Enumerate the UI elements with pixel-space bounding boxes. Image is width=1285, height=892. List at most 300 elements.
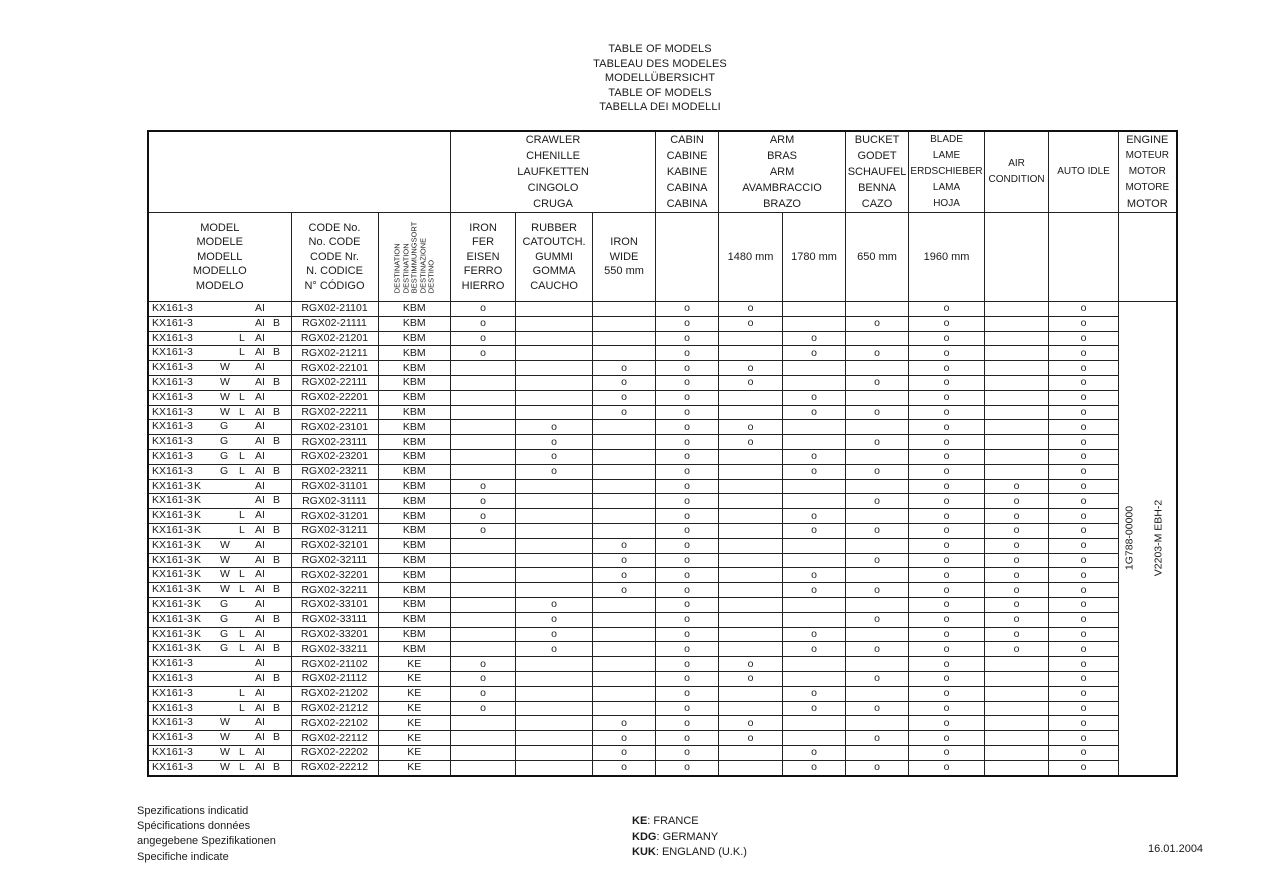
- model-part-l: L: [239, 523, 245, 536]
- option-mark-icon: o: [811, 465, 817, 478]
- option-mark-icon: o: [621, 553, 627, 566]
- arm-1480-mark-cell: [719, 479, 783, 494]
- model-cell: [148, 716, 291, 731]
- air-condition-mark-cell: [985, 435, 1049, 450]
- arm-1480-mark-cell: [719, 597, 783, 612]
- arm-1480-mark-cell: [719, 731, 783, 746]
- bucket-650-mark-cell: [846, 716, 909, 731]
- bucket-650-mark-cell: [846, 302, 909, 317]
- option-mark-icon: o: [480, 331, 486, 344]
- air-condition-mark-cell: [985, 494, 1049, 509]
- iron-en: IRON: [469, 221, 497, 234]
- auto-idle-mark-cell: [1049, 420, 1119, 435]
- option-mark-icon: o: [480, 302, 486, 315]
- bucket-650-header: 650 mm: [846, 213, 909, 302]
- model-part-model: KX161-3: [152, 331, 193, 344]
- cabin-mark-cell: [656, 553, 719, 568]
- spec-note-fr: Spécifications données: [137, 820, 251, 833]
- rubber-mark-cell: [516, 420, 593, 435]
- code-cell: RGX02-22202: [291, 745, 378, 760]
- option-mark-icon: o: [684, 731, 690, 744]
- iron-wide-mark-cell: [593, 671, 656, 686]
- table-row: [148, 464, 1177, 479]
- model-cell: [148, 657, 291, 672]
- model-cell: [148, 361, 291, 376]
- cabin-mark-cell: [656, 375, 719, 390]
- engine-model: V2203-M EBH-2: [1152, 500, 1165, 577]
- option-mark-icon: o: [480, 317, 486, 330]
- model-part-ai: AI: [255, 657, 265, 670]
- option-mark-icon: o: [684, 716, 690, 729]
- model-part-ai: AI: [255, 494, 265, 507]
- crawler-it: CINGOLO: [527, 182, 579, 194]
- destination-cell: KBM: [378, 316, 451, 331]
- iron-mark-cell: [451, 568, 516, 583]
- iron-mark-cell: [451, 375, 516, 390]
- cabin-mark-cell: [656, 464, 719, 479]
- crawler-de: LAUFKETTEN: [517, 166, 589, 178]
- iron-mark-cell: [451, 494, 516, 509]
- cabin-mark-cell: [656, 302, 719, 317]
- code-cell: RGX02-32111: [291, 553, 378, 568]
- model-part-w: G: [220, 597, 229, 610]
- destination-header: [378, 213, 451, 302]
- iron-wide-mark-cell: [593, 597, 656, 612]
- destination-cell: KBM: [378, 523, 451, 538]
- destination-cell: KBM: [378, 642, 451, 657]
- option-mark-icon: o: [811, 642, 817, 655]
- blade-1960-mark-cell: [909, 494, 985, 509]
- rubber-header: [516, 213, 593, 302]
- option-mark-icon: o: [943, 657, 950, 670]
- iron-mark-cell: [451, 553, 516, 568]
- model-cell: [148, 612, 291, 627]
- option-mark-icon: o: [1080, 761, 1087, 774]
- model-part-ai: AI: [255, 420, 265, 433]
- air-condition-mark-cell: [985, 361, 1049, 376]
- model-part-model: KX161-3: [152, 346, 193, 359]
- destination-cell: KBM: [378, 627, 451, 642]
- arm-1480-mark-cell: [719, 612, 783, 627]
- model-part-ai: AI: [255, 553, 265, 566]
- model-part-model: KX161-3: [152, 435, 193, 448]
- model-part-model: KX161-3: [152, 538, 193, 551]
- code-cell: RGX02-31111: [291, 494, 378, 509]
- auto-idle-mark-cell: [1049, 701, 1119, 716]
- rubber-en: RUBBER: [531, 221, 577, 234]
- option-mark-icon: o: [1013, 583, 1020, 596]
- bucket-650-mark-cell: [846, 583, 909, 598]
- model-part-ai: AI: [255, 701, 265, 714]
- model-part-b: B: [273, 583, 281, 596]
- model-part-ai: AI: [255, 760, 265, 773]
- option-mark-icon: o: [621, 761, 627, 774]
- option-mark-icon: o: [747, 435, 754, 448]
- cabin-fr: CABINE: [666, 150, 708, 162]
- table-row: [148, 612, 1177, 627]
- table-row: [148, 523, 1177, 538]
- iron-wide-mark-cell: [593, 494, 656, 509]
- legend-country: : ENGLAND (U.K.): [655, 846, 747, 858]
- option-mark-icon: o: [1080, 598, 1087, 611]
- iron-mark-cell: [451, 464, 516, 479]
- option-mark-icon: o: [943, 583, 950, 596]
- blade-1960-mark-cell: [909, 435, 985, 450]
- table-row: [148, 479, 1177, 494]
- bucket-650-mark-cell: [846, 435, 909, 450]
- model-en: MODEL: [200, 221, 240, 234]
- auto-idle-mark-cell: [1049, 538, 1119, 553]
- arm-1480-mark-cell: [719, 361, 783, 376]
- bucket-650-mark-cell: [846, 361, 909, 376]
- code-cell: RGX02-23211: [291, 464, 378, 479]
- option-mark-icon: o: [684, 598, 690, 611]
- option-mark-icon: o: [1080, 405, 1087, 418]
- air-condition-mark-cell: [985, 568, 1049, 583]
- code-it: N. CODICE: [306, 265, 363, 278]
- model-part-k: K: [194, 612, 202, 625]
- model-part-model: KX161-3: [152, 405, 193, 418]
- table-row: [148, 449, 1177, 464]
- rubber-mark-cell: [516, 701, 593, 716]
- air-condition-mark-cell: [985, 331, 1049, 346]
- arm-1780-mark-cell: [783, 612, 846, 627]
- model-part-ai: AI: [255, 361, 265, 374]
- legend-ke: [632, 814, 747, 830]
- blade-header: [909, 131, 985, 213]
- model-part-w: G: [220, 642, 229, 655]
- blade-1960-mark-cell: [909, 361, 985, 376]
- table-row: [148, 760, 1177, 775]
- option-mark-icon: o: [1080, 450, 1087, 463]
- air-condition-line1: AIR: [1008, 158, 1025, 169]
- model-part-k: K: [194, 568, 202, 581]
- option-mark-icon: o: [943, 539, 950, 552]
- code-cell: RGX02-21102: [291, 657, 378, 672]
- iron-mark-cell: [451, 597, 516, 612]
- auto-idle-mark-cell: [1049, 302, 1119, 317]
- arm-1480-mark-cell: [719, 657, 783, 672]
- destination-legend: [632, 814, 747, 861]
- code-cell: RGX02-32101: [291, 538, 378, 553]
- arm-fr: BRAS: [767, 150, 798, 162]
- bucket-650-mark-cell: [846, 745, 909, 760]
- option-mark-icon: o: [480, 701, 486, 714]
- bucket-650-mark-cell: [846, 597, 909, 612]
- option-mark-icon: o: [480, 346, 486, 359]
- option-mark-icon: o: [943, 731, 950, 744]
- arm-1780-mark-cell: [783, 568, 846, 583]
- air-condition-line2: CONDITION: [988, 174, 1045, 185]
- blade-1960-mark-cell: [909, 745, 985, 760]
- option-mark-icon: o: [684, 420, 690, 433]
- arm-1480-header: 1480 mm: [719, 213, 783, 302]
- iron-mark-cell: [451, 331, 516, 346]
- cabin-mark-cell: [656, 657, 719, 672]
- option-mark-icon: o: [1080, 657, 1087, 670]
- bucket-650-mark-cell: [846, 568, 909, 583]
- blade-1960-mark-cell: [909, 375, 985, 390]
- option-mark-icon: o: [1013, 509, 1020, 522]
- destination-cell: KE: [378, 671, 451, 686]
- model-part-b: B: [273, 642, 281, 655]
- cabin-mark-cell: [656, 686, 719, 701]
- arm-1780-header: 1780 mm: [783, 213, 846, 302]
- table-row: [148, 731, 1177, 746]
- option-mark-icon: o: [943, 317, 950, 330]
- cabin-mark-cell: [656, 642, 719, 657]
- engine-cell: [1119, 302, 1177, 776]
- rubber-mark-cell: [516, 464, 593, 479]
- code-cell: RGX02-21111: [291, 316, 378, 331]
- option-mark-icon: o: [811, 450, 817, 463]
- option-mark-icon: o: [480, 524, 486, 537]
- option-mark-icon: o: [943, 435, 950, 448]
- model-part-model: KX161-3: [152, 760, 193, 773]
- model-part-b: B: [273, 494, 281, 507]
- auto-idle-mark-cell: [1049, 405, 1119, 420]
- iron-wide-mark-cell: [593, 731, 656, 746]
- table-row: [148, 583, 1177, 598]
- model-part-k: K: [194, 509, 202, 522]
- destination-es: DESTINO: [426, 259, 436, 293]
- option-mark-icon: o: [943, 642, 950, 655]
- table-row: [148, 361, 1177, 376]
- option-mark-icon: o: [747, 672, 754, 685]
- auto-idle-mark-cell: [1049, 390, 1119, 405]
- model-part-b: B: [273, 464, 281, 477]
- option-mark-icon: o: [943, 627, 950, 640]
- model-cell: [148, 686, 291, 701]
- option-mark-icon: o: [874, 465, 880, 478]
- iron-wide-mark-cell: [593, 538, 656, 553]
- option-mark-icon: o: [684, 509, 690, 522]
- option-mark-icon: o: [943, 450, 950, 463]
- model-part-model: KX161-3: [152, 464, 193, 477]
- arm-1780-mark-cell: [783, 583, 846, 598]
- model-part-ai: AI: [255, 583, 265, 596]
- iron-mark-cell: [451, 523, 516, 538]
- cabin-de: KABINE: [666, 166, 708, 178]
- iron-wide-mark-cell: [593, 346, 656, 361]
- destination-cell: KBM: [378, 346, 451, 361]
- title-en: TABLE OF MODELS: [608, 43, 712, 55]
- model-cell: [148, 597, 291, 612]
- option-mark-icon: o: [684, 657, 690, 670]
- crawler-es: CRUGA: [533, 198, 573, 210]
- option-mark-icon: o: [684, 405, 690, 418]
- option-mark-icon: o: [1013, 568, 1020, 581]
- air-condition-mark-cell: [985, 686, 1049, 701]
- cabin-mark-cell: [656, 361, 719, 376]
- engine-es: MOTOR: [1126, 198, 1168, 210]
- air-condition-mark-cell: [985, 701, 1049, 716]
- blade-1960-mark-cell: [909, 479, 985, 494]
- option-mark-icon: o: [943, 465, 950, 478]
- arm-1480-mark-cell: [719, 302, 783, 317]
- destination-cell: KBM: [378, 449, 451, 464]
- option-mark-icon: o: [811, 746, 817, 759]
- rubber-mark-cell: [516, 597, 593, 612]
- rubber-it: GOMMA: [532, 265, 576, 278]
- option-mark-icon: o: [1013, 479, 1020, 492]
- arm-1480-mark-cell: [719, 583, 783, 598]
- air-condition-mark-cell: [985, 523, 1049, 538]
- auto-idle-mark-cell: [1049, 523, 1119, 538]
- engine-part-number: 1G788-00000: [1123, 506, 1136, 571]
- code-cell: RGX02-33201: [291, 627, 378, 642]
- auto-idle-sub-header: [1049, 213, 1119, 302]
- option-mark-icon: o: [811, 761, 817, 774]
- iron-fr: FER: [472, 236, 495, 249]
- blade-1960-mark-cell: [909, 523, 985, 538]
- model-part-ai: AI: [255, 686, 265, 699]
- destination-cell: KBM: [378, 479, 451, 494]
- model-part-model: KX161-3: [152, 731, 193, 744]
- option-mark-icon: o: [684, 450, 690, 463]
- arm-1480-mark-cell: [719, 449, 783, 464]
- option-mark-icon: o: [621, 746, 627, 759]
- rubber-mark-cell: [516, 435, 593, 450]
- arm-es: BRAZO: [763, 198, 801, 210]
- bucket-650-mark-cell: [846, 612, 909, 627]
- option-mark-icon: o: [621, 361, 627, 374]
- iron-mark-cell: [451, 627, 516, 642]
- table-row: [148, 302, 1177, 317]
- model-part-ai: AI: [255, 612, 265, 625]
- model-part-w: G: [220, 612, 229, 625]
- code-cell: RGX02-22212: [291, 760, 378, 775]
- air-condition-mark-cell: [985, 716, 1049, 731]
- code-cell: RGX02-32211: [291, 583, 378, 598]
- code-cell: RGX02-22211: [291, 405, 378, 420]
- auto-idle-mark-cell: [1049, 731, 1119, 746]
- model-cell: [148, 494, 291, 509]
- table-row: [148, 553, 1177, 568]
- destination-cell: KE: [378, 657, 451, 672]
- option-mark-icon: o: [811, 701, 817, 714]
- rubber-mark-cell: [516, 671, 593, 686]
- option-mark-icon: o: [811, 524, 817, 537]
- model-part-b: B: [273, 731, 281, 744]
- option-mark-icon: o: [551, 465, 557, 478]
- option-mark-icon: o: [747, 420, 754, 433]
- option-mark-icon: o: [1013, 553, 1020, 566]
- model-part-model: KX161-3: [152, 420, 193, 433]
- bucket-650-mark-cell: [846, 494, 909, 509]
- iron-wide-line2: WIDE: [609, 250, 639, 263]
- bucket-650-mark-cell: [846, 375, 909, 390]
- arm-1780-mark-cell: [783, 331, 846, 346]
- option-mark-icon: o: [874, 435, 880, 448]
- model-part-model: KX161-3: [152, 657, 193, 670]
- engine-de: MOTOR: [1128, 166, 1166, 177]
- air-condition-mark-cell: [985, 449, 1049, 464]
- arm-en: ARM: [769, 134, 795, 146]
- air-condition-mark-cell: [985, 302, 1049, 317]
- cabin-mark-cell: [656, 494, 719, 509]
- model-cell: [148, 435, 291, 450]
- cabin-mark-cell: [656, 435, 719, 450]
- bucket-650-mark-cell: [846, 760, 909, 775]
- model-part-model: KX161-3: [152, 553, 193, 566]
- model-part-l: L: [239, 760, 245, 773]
- arm-1780-mark-cell: [783, 316, 846, 331]
- model-part-k: K: [194, 523, 202, 536]
- option-mark-icon: o: [943, 598, 950, 611]
- option-mark-icon: o: [943, 687, 950, 700]
- blade-en: BLADE: [930, 134, 963, 145]
- bucket-650-mark-cell: [846, 390, 909, 405]
- arm-1780-mark-cell: [783, 509, 846, 524]
- iron-es: HIERRO: [461, 279, 505, 292]
- destination-cell: KBM: [378, 302, 451, 317]
- iron-wide-mark-cell: [593, 509, 656, 524]
- air-condition-mark-cell: [985, 657, 1049, 672]
- option-mark-icon: o: [684, 302, 690, 315]
- model-part-ai: AI: [255, 745, 265, 758]
- bucket-650-mark-cell: [846, 657, 909, 672]
- option-mark-icon: o: [684, 568, 690, 581]
- engine-fr: MOTEUR: [1125, 150, 1169, 161]
- option-mark-icon: o: [943, 509, 950, 522]
- option-mark-icon: o: [811, 568, 817, 581]
- iron-wide-mark-cell: [593, 316, 656, 331]
- destination-cell: KBM: [378, 405, 451, 420]
- iron-wide-line1: IRON: [610, 236, 638, 249]
- iron-mark-cell: [451, 361, 516, 376]
- option-mark-icon: o: [943, 376, 950, 389]
- rubber-mark-cell: [516, 731, 593, 746]
- iron-mark-cell: [451, 479, 516, 494]
- model-part-l: L: [239, 509, 245, 522]
- option-mark-icon: o: [684, 376, 690, 389]
- model-part-ai: AI: [255, 375, 265, 388]
- destination-cell: KE: [378, 701, 451, 716]
- arm-1480-mark-cell: [719, 553, 783, 568]
- table-row: [148, 435, 1177, 450]
- rubber-mark-cell: [516, 760, 593, 775]
- destination-cell: KE: [378, 686, 451, 701]
- model-part-l: L: [239, 583, 245, 596]
- destination-cell: KBM: [378, 361, 451, 376]
- bucket-650-mark-cell: [846, 642, 909, 657]
- option-mark-icon: o: [874, 524, 880, 537]
- iron-wide-mark-cell: [593, 420, 656, 435]
- option-mark-icon: o: [551, 435, 557, 448]
- model-part-model: KX161-3: [152, 479, 193, 492]
- model-part-w: W: [220, 361, 230, 374]
- air-condition-mark-cell: [985, 597, 1049, 612]
- legend-country: : GERMANY: [656, 830, 719, 843]
- option-mark-icon: o: [943, 568, 950, 581]
- option-mark-icon: o: [1080, 613, 1087, 626]
- option-mark-icon: o: [943, 701, 950, 714]
- model-fr: MODELE: [196, 236, 243, 249]
- option-mark-icon: o: [1080, 317, 1087, 330]
- option-mark-icon: o: [747, 361, 754, 374]
- rubber-mark-cell: [516, 716, 593, 731]
- option-mark-icon: o: [811, 509, 817, 522]
- model-part-l: L: [239, 701, 245, 714]
- model-part-model: KX161-3: [152, 716, 193, 729]
- table-row: [148, 331, 1177, 346]
- auto-idle-mark-cell: [1049, 361, 1119, 376]
- legend-code: KDG: [632, 830, 657, 843]
- model-part-ai: AI: [255, 716, 265, 729]
- arm-1480-mark-cell: [719, 716, 783, 731]
- option-mark-icon: o: [684, 761, 690, 774]
